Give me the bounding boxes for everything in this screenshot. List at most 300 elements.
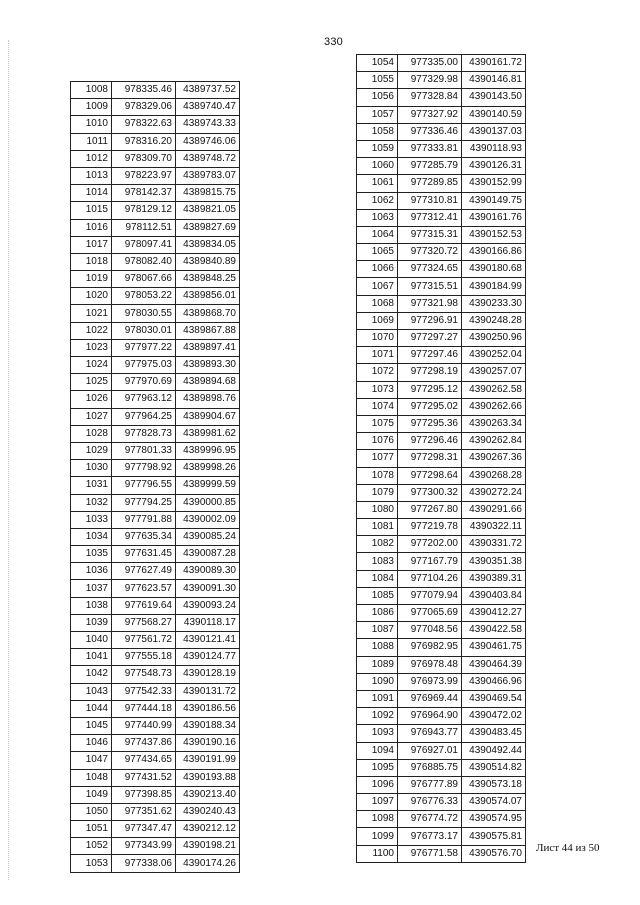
- table-row: [357, 175, 526, 192]
- x-coordinate-cell: 977202.00: [398, 536, 462, 553]
- y-coordinate-cell: 4389815.75: [176, 185, 240, 202]
- y-coordinate-cell: 4389840.89: [176, 253, 240, 270]
- x-coordinate-cell: 977338.06: [112, 855, 176, 872]
- table-row: [71, 580, 240, 597]
- x-coordinate-cell: 977351.62: [112, 803, 176, 820]
- y-coordinate-cell: 4390461.75: [462, 639, 526, 656]
- point-number-cell: 1073: [357, 381, 398, 398]
- y-coordinate-cell: 4389827.69: [176, 219, 240, 236]
- point-number-cell: 1066: [357, 261, 398, 278]
- table-row: [71, 202, 240, 219]
- table-row: [71, 477, 240, 494]
- y-coordinate-cell: 4390143.50: [462, 89, 526, 106]
- table-row: [71, 717, 240, 734]
- y-coordinate-cell: 4390002.09: [176, 511, 240, 528]
- table-row: [357, 347, 526, 364]
- point-number-cell: 1087: [357, 622, 398, 639]
- x-coordinate-cell: 977970.69: [112, 374, 176, 391]
- y-coordinate-cell: 4390263.34: [462, 415, 526, 432]
- y-coordinate-cell: 4389783.07: [176, 167, 240, 184]
- point-number-cell: 1100: [357, 845, 398, 862]
- point-number-cell: 1015: [71, 202, 112, 219]
- x-coordinate-cell: 977619.64: [112, 597, 176, 614]
- table-row: [71, 288, 240, 305]
- point-number-cell: 1080: [357, 501, 398, 518]
- table-row: [357, 656, 526, 673]
- point-number-cell: 1065: [357, 244, 398, 261]
- point-number-cell: 1089: [357, 656, 398, 673]
- y-coordinate-cell: 4390149.75: [462, 192, 526, 209]
- y-coordinate-cell: 4390121.41: [176, 632, 240, 649]
- table-row: [71, 99, 240, 116]
- point-number-cell: 1038: [71, 597, 112, 614]
- y-coordinate-cell: 4390174.26: [176, 855, 240, 872]
- point-number-cell: 1047: [71, 752, 112, 769]
- x-coordinate-cell: 977298.31: [398, 450, 462, 467]
- y-coordinate-cell: 4389981.62: [176, 425, 240, 442]
- x-coordinate-cell: 977798.92: [112, 460, 176, 477]
- x-coordinate-cell: 977267.80: [398, 501, 462, 518]
- point-number-cell: 1014: [71, 185, 112, 202]
- point-number-cell: 1022: [71, 322, 112, 339]
- y-coordinate-cell: 4390248.28: [462, 312, 526, 329]
- x-coordinate-cell: 977315.51: [398, 278, 462, 295]
- y-coordinate-cell: 4390128.19: [176, 666, 240, 683]
- y-coordinate-cell: 4390212.12: [176, 821, 240, 838]
- table-row: [357, 295, 526, 312]
- x-coordinate-cell: 977437.86: [112, 735, 176, 752]
- y-coordinate-cell: 4390000.85: [176, 494, 240, 511]
- x-coordinate-cell: 977431.52: [112, 769, 176, 786]
- y-coordinate-cell: 4390464.39: [462, 656, 526, 673]
- point-number-cell: 1061: [357, 175, 398, 192]
- y-coordinate-cell: 4389821.05: [176, 202, 240, 219]
- table-row: [71, 253, 240, 270]
- point-number-cell: 1017: [71, 236, 112, 253]
- y-coordinate-cell: 4390403.84: [462, 587, 526, 604]
- point-number-cell: 1041: [71, 649, 112, 666]
- y-coordinate-cell: 4390124.77: [176, 649, 240, 666]
- point-number-cell: 1037: [71, 580, 112, 597]
- point-number-cell: 1023: [71, 339, 112, 356]
- table-row: [71, 511, 240, 528]
- y-coordinate-cell: 4390250.96: [462, 330, 526, 347]
- point-number-cell: 1040: [71, 632, 112, 649]
- point-number-cell: 1024: [71, 357, 112, 374]
- y-coordinate-cell: 4390131.72: [176, 683, 240, 700]
- table-row: [357, 742, 526, 759]
- y-coordinate-cell: 4390233.30: [462, 295, 526, 312]
- x-coordinate-cell: 977627.49: [112, 563, 176, 580]
- point-number-cell: 1069: [357, 312, 398, 329]
- y-coordinate-cell: 4389868.70: [176, 305, 240, 322]
- y-coordinate-cell: 4389867.88: [176, 322, 240, 339]
- point-number-cell: 1072: [357, 364, 398, 381]
- point-number-cell: 1075: [357, 415, 398, 432]
- table-row: [71, 408, 240, 425]
- y-coordinate-cell: 4390574.95: [462, 811, 526, 828]
- x-coordinate-cell: 977297.27: [398, 330, 462, 347]
- x-coordinate-cell: 978030.55: [112, 305, 176, 322]
- table-row: [357, 501, 526, 518]
- x-coordinate-cell: 977335.00: [398, 55, 462, 72]
- point-number-cell: 1076: [357, 433, 398, 450]
- y-coordinate-cell: 4390575.81: [462, 828, 526, 845]
- x-coordinate-cell: 977315.31: [398, 226, 462, 243]
- y-coordinate-cell: 4390161.76: [462, 209, 526, 226]
- y-coordinate-cell: 4389834.05: [176, 236, 240, 253]
- table-row: [71, 460, 240, 477]
- point-number-cell: 1090: [357, 673, 398, 690]
- y-coordinate-cell: 4390422.58: [462, 622, 526, 639]
- table-row: [71, 305, 240, 322]
- point-number-cell: 1082: [357, 536, 398, 553]
- table-row: [357, 209, 526, 226]
- x-coordinate-cell: 977555.18: [112, 649, 176, 666]
- table-row: [357, 622, 526, 639]
- x-coordinate-cell: 977079.94: [398, 587, 462, 604]
- x-coordinate-cell: 977828.73: [112, 425, 176, 442]
- point-number-cell: 1016: [71, 219, 112, 236]
- point-number-cell: 1049: [71, 786, 112, 803]
- point-number-cell: 1018: [71, 253, 112, 270]
- table-row: [357, 467, 526, 484]
- y-coordinate-cell: 4389904.67: [176, 408, 240, 425]
- x-coordinate-cell: 977568.27: [112, 614, 176, 631]
- x-coordinate-cell: 978129.12: [112, 202, 176, 219]
- table-row: [71, 133, 240, 150]
- y-coordinate-cell: 4389893.30: [176, 357, 240, 374]
- y-coordinate-cell: 4390514.82: [462, 759, 526, 776]
- y-coordinate-cell: 4390469.54: [462, 690, 526, 707]
- point-number-cell: 1029: [71, 442, 112, 459]
- y-coordinate-cell: 4390191.99: [176, 752, 240, 769]
- point-number-cell: 1042: [71, 666, 112, 683]
- y-coordinate-cell: 4389996.95: [176, 442, 240, 459]
- y-coordinate-cell: 4390152.99: [462, 175, 526, 192]
- table-row: [71, 494, 240, 511]
- sheet-label: Лист 44 из 50: [536, 842, 600, 854]
- y-coordinate-cell: 4390573.18: [462, 776, 526, 793]
- y-coordinate-cell: 4390466.96: [462, 673, 526, 690]
- table-row: [357, 261, 526, 278]
- x-coordinate-cell: 977398.85: [112, 786, 176, 803]
- y-coordinate-cell: 4389856.01: [176, 288, 240, 305]
- x-coordinate-cell: 976774.72: [398, 811, 462, 828]
- table-row: [71, 185, 240, 202]
- table-row: [71, 322, 240, 339]
- x-coordinate-cell: 977635.34: [112, 528, 176, 545]
- table-row: [357, 192, 526, 209]
- table-row: [71, 167, 240, 184]
- y-coordinate-cell: 4390089.30: [176, 563, 240, 580]
- point-number-cell: 1043: [71, 683, 112, 700]
- table-row: [71, 838, 240, 855]
- y-coordinate-cell: 4390193.88: [176, 769, 240, 786]
- y-coordinate-cell: 4390184.99: [462, 278, 526, 295]
- point-number-cell: 1052: [71, 838, 112, 855]
- y-coordinate-cell: 4389897.41: [176, 339, 240, 356]
- point-number-cell: 1086: [357, 605, 398, 622]
- table-row: [71, 546, 240, 563]
- point-number-cell: 1067: [357, 278, 398, 295]
- x-coordinate-cell: 977963.12: [112, 391, 176, 408]
- point-number-cell: 1063: [357, 209, 398, 226]
- point-number-cell: 1030: [71, 460, 112, 477]
- point-number-cell: 1079: [357, 484, 398, 501]
- y-coordinate-cell: 4389746.06: [176, 133, 240, 150]
- x-coordinate-cell: 978053.22: [112, 288, 176, 305]
- point-number-cell: 1055: [357, 72, 398, 89]
- y-coordinate-cell: 4390188.34: [176, 717, 240, 734]
- point-number-cell: 1096: [357, 776, 398, 793]
- table-row: [357, 415, 526, 432]
- y-coordinate-cell: 4390574.07: [462, 794, 526, 811]
- x-coordinate-cell: 977343.99: [112, 838, 176, 855]
- y-coordinate-cell: 4390262.58: [462, 381, 526, 398]
- table-row: [71, 339, 240, 356]
- x-coordinate-cell: 978142.37: [112, 185, 176, 202]
- coordinates-table-left-body: [71, 82, 240, 873]
- table-row: [71, 150, 240, 167]
- table-row: [71, 855, 240, 872]
- y-coordinate-cell: 4390267.36: [462, 450, 526, 467]
- point-number-cell: 1057: [357, 106, 398, 123]
- x-coordinate-cell: 977333.81: [398, 140, 462, 157]
- table-row: [71, 219, 240, 236]
- coordinates-table-right: [356, 54, 526, 863]
- table-row: [357, 55, 526, 72]
- point-number-cell: 1058: [357, 123, 398, 140]
- x-coordinate-cell: 977324.65: [398, 261, 462, 278]
- table-row: [357, 226, 526, 243]
- y-coordinate-cell: 4390268.28: [462, 467, 526, 484]
- x-coordinate-cell: 977289.85: [398, 175, 462, 192]
- coordinates-table-left: [70, 81, 240, 873]
- point-number-cell: 1070: [357, 330, 398, 347]
- table-row: [357, 140, 526, 157]
- table-row: [71, 357, 240, 374]
- y-coordinate-cell: 4390166.86: [462, 244, 526, 261]
- table-row: [71, 528, 240, 545]
- y-coordinate-cell: 4389740.47: [176, 99, 240, 116]
- y-coordinate-cell: 4389998.26: [176, 460, 240, 477]
- point-number-cell: 1021: [71, 305, 112, 322]
- table-row: [357, 158, 526, 175]
- x-coordinate-cell: 977295.02: [398, 398, 462, 415]
- table-row: [357, 673, 526, 690]
- table-row: [71, 391, 240, 408]
- point-number-cell: 1071: [357, 347, 398, 364]
- y-coordinate-cell: 4390190.16: [176, 735, 240, 752]
- table-row: [357, 828, 526, 845]
- point-number-cell: 1011: [71, 133, 112, 150]
- table-row: [71, 236, 240, 253]
- x-coordinate-cell: 976978.48: [398, 656, 462, 673]
- table-row: [71, 700, 240, 717]
- y-coordinate-cell: 4390093.24: [176, 597, 240, 614]
- y-coordinate-cell: 4390118.17: [176, 614, 240, 631]
- x-coordinate-cell: 978309.70: [112, 150, 176, 167]
- y-coordinate-cell: 4390161.72: [462, 55, 526, 72]
- table-row: [357, 519, 526, 536]
- table-row: [357, 398, 526, 415]
- x-coordinate-cell: 977219.78: [398, 519, 462, 536]
- table-row: [357, 312, 526, 329]
- x-coordinate-cell: 976969.44: [398, 690, 462, 707]
- point-number-cell: 1032: [71, 494, 112, 511]
- table-row: [357, 605, 526, 622]
- x-coordinate-cell: 977542.33: [112, 683, 176, 700]
- y-coordinate-cell: 4390272.24: [462, 484, 526, 501]
- point-number-cell: 1059: [357, 140, 398, 157]
- table-row: [71, 271, 240, 288]
- x-coordinate-cell: 976943.77: [398, 725, 462, 742]
- point-number-cell: 1064: [357, 226, 398, 243]
- y-coordinate-cell: 4390240.43: [176, 803, 240, 820]
- x-coordinate-cell: 977296.46: [398, 433, 462, 450]
- y-coordinate-cell: 4390186.56: [176, 700, 240, 717]
- point-number-cell: 1008: [71, 82, 112, 99]
- point-number-cell: 1028: [71, 425, 112, 442]
- table-row: [71, 614, 240, 631]
- y-coordinate-cell: 4389999.59: [176, 477, 240, 494]
- y-coordinate-cell: 4390412.27: [462, 605, 526, 622]
- table-row: [71, 442, 240, 459]
- table-row: [357, 278, 526, 295]
- margin-dotted-line: [8, 40, 10, 880]
- y-coordinate-cell: 4390291.66: [462, 501, 526, 518]
- y-coordinate-cell: 4390146.81: [462, 72, 526, 89]
- point-number-cell: 1098: [357, 811, 398, 828]
- x-coordinate-cell: 976776.33: [398, 794, 462, 811]
- y-coordinate-cell: 4390331.72: [462, 536, 526, 553]
- x-coordinate-cell: 977328.84: [398, 89, 462, 106]
- table-row: [71, 666, 240, 683]
- point-number-cell: 1044: [71, 700, 112, 717]
- point-number-cell: 1092: [357, 708, 398, 725]
- point-number-cell: 1097: [357, 794, 398, 811]
- y-coordinate-cell: 4390118.93: [462, 140, 526, 157]
- x-coordinate-cell: 977327.92: [398, 106, 462, 123]
- point-number-cell: 1091: [357, 690, 398, 707]
- point-number-cell: 1083: [357, 553, 398, 570]
- table-row: [357, 553, 526, 570]
- x-coordinate-cell: 977298.19: [398, 364, 462, 381]
- table-row: [71, 735, 240, 752]
- point-number-cell: 1012: [71, 150, 112, 167]
- point-number-cell: 1048: [71, 769, 112, 786]
- x-coordinate-cell: 977300.32: [398, 484, 462, 501]
- x-coordinate-cell: 977310.81: [398, 192, 462, 209]
- x-coordinate-cell: 977791.88: [112, 511, 176, 528]
- x-coordinate-cell: 976927.01: [398, 742, 462, 759]
- x-coordinate-cell: 978223.97: [112, 167, 176, 184]
- table-row: [357, 330, 526, 347]
- table-row: [357, 123, 526, 140]
- y-coordinate-cell: 4390126.31: [462, 158, 526, 175]
- point-number-cell: 1062: [357, 192, 398, 209]
- table-row: [71, 563, 240, 580]
- coordinates-table-right-body: [357, 55, 526, 863]
- point-number-cell: 1081: [357, 519, 398, 536]
- y-coordinate-cell: 4390213.40: [176, 786, 240, 803]
- point-number-cell: 1074: [357, 398, 398, 415]
- point-number-cell: 1078: [357, 467, 398, 484]
- point-number-cell: 1068: [357, 295, 398, 312]
- y-coordinate-cell: 4389894.68: [176, 374, 240, 391]
- point-number-cell: 1020: [71, 288, 112, 305]
- point-number-cell: 1026: [71, 391, 112, 408]
- x-coordinate-cell: 977623.57: [112, 580, 176, 597]
- point-number-cell: 1036: [71, 563, 112, 580]
- point-number-cell: 1009: [71, 99, 112, 116]
- y-coordinate-cell: 4390152.53: [462, 226, 526, 243]
- point-number-cell: 1039: [71, 614, 112, 631]
- point-number-cell: 1033: [71, 511, 112, 528]
- x-coordinate-cell: 978329.06: [112, 99, 176, 116]
- x-coordinate-cell: 977295.36: [398, 415, 462, 432]
- point-number-cell: 1084: [357, 570, 398, 587]
- table-row: [71, 752, 240, 769]
- x-coordinate-cell: 977794.25: [112, 494, 176, 511]
- x-coordinate-cell: 978082.40: [112, 253, 176, 270]
- table-row: [357, 450, 526, 467]
- x-coordinate-cell: 977434.65: [112, 752, 176, 769]
- x-coordinate-cell: 977295.12: [398, 381, 462, 398]
- point-number-cell: 1088: [357, 639, 398, 656]
- table-row: [357, 89, 526, 106]
- y-coordinate-cell: 4389737.52: [176, 82, 240, 99]
- x-coordinate-cell: 977561.72: [112, 632, 176, 649]
- table-row: [71, 683, 240, 700]
- x-coordinate-cell: 977297.46: [398, 347, 462, 364]
- y-coordinate-cell: 4390140.59: [462, 106, 526, 123]
- x-coordinate-cell: 977321.98: [398, 295, 462, 312]
- table-row: [357, 536, 526, 553]
- y-coordinate-cell: 4390351.38: [462, 553, 526, 570]
- table-row: [71, 786, 240, 803]
- y-coordinate-cell: 4390252.04: [462, 347, 526, 364]
- x-coordinate-cell: 977298.64: [398, 467, 462, 484]
- point-number-cell: 1013: [71, 167, 112, 184]
- point-number-cell: 1085: [357, 587, 398, 604]
- x-coordinate-cell: 977440.99: [112, 717, 176, 734]
- y-coordinate-cell: 4390483.45: [462, 725, 526, 742]
- y-coordinate-cell: 4390472.02: [462, 708, 526, 725]
- x-coordinate-cell: 977975.03: [112, 357, 176, 374]
- x-coordinate-cell: 978322.63: [112, 116, 176, 133]
- y-coordinate-cell: 4389748.72: [176, 150, 240, 167]
- x-coordinate-cell: 977336.46: [398, 123, 462, 140]
- x-coordinate-cell: 977964.25: [112, 408, 176, 425]
- point-number-cell: 1095: [357, 759, 398, 776]
- table-row: [71, 597, 240, 614]
- x-coordinate-cell: 976964.90: [398, 708, 462, 725]
- table-row: [357, 244, 526, 261]
- x-coordinate-cell: 977167.79: [398, 553, 462, 570]
- point-number-cell: 1010: [71, 116, 112, 133]
- y-coordinate-cell: 4390180.68: [462, 261, 526, 278]
- x-coordinate-cell: 977801.33: [112, 442, 176, 459]
- y-coordinate-cell: 4390262.84: [462, 433, 526, 450]
- point-number-cell: 1046: [71, 735, 112, 752]
- x-coordinate-cell: 977104.26: [398, 570, 462, 587]
- table-row: [71, 82, 240, 99]
- x-coordinate-cell: 977320.72: [398, 244, 462, 261]
- y-coordinate-cell: 4390087.28: [176, 546, 240, 563]
- table-row: [71, 649, 240, 666]
